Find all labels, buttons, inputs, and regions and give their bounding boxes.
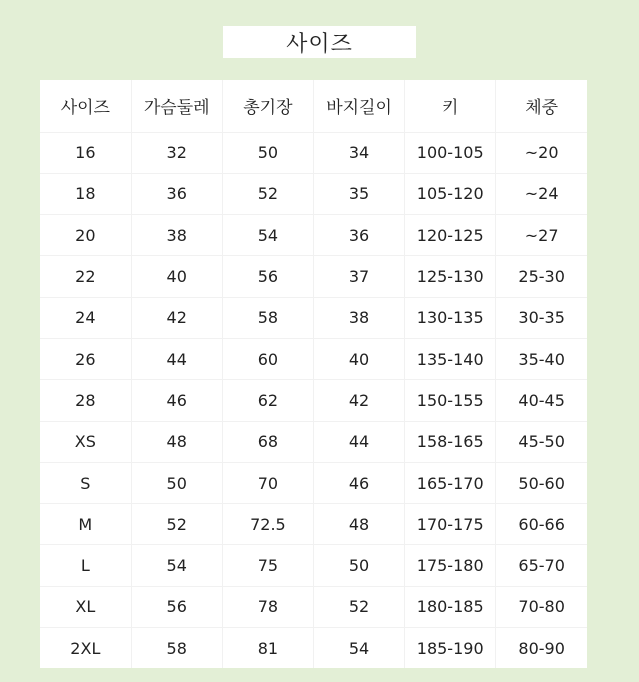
cell-size: XL <box>40 586 131 627</box>
size-table <box>40 80 587 668</box>
cell-size: L <box>40 545 131 586</box>
cell-total-length: 52 <box>222 173 313 214</box>
cell-height: 130-135 <box>405 297 496 338</box>
header-row <box>40 80 587 132</box>
cell-chest: 36 <box>131 173 222 214</box>
cell-weight: 30-35 <box>496 297 587 338</box>
cell-size: M <box>40 504 131 545</box>
page-title <box>223 26 416 58</box>
cell-pants-length: 38 <box>313 297 404 338</box>
size-chart <box>40 80 587 668</box>
cell-chest: 52 <box>131 504 222 545</box>
table-row <box>40 504 587 545</box>
page-title-text: 사이즈 <box>286 31 353 57</box>
cell-chest: 40 <box>131 256 222 297</box>
table-row <box>40 132 587 173</box>
cell-size: 22 <box>40 256 131 297</box>
size-table-body <box>40 132 587 668</box>
cell-pants-length: 42 <box>313 380 404 421</box>
header-pants-length: 바지길이 <box>313 80 404 132</box>
cell-weight: ~24 <box>496 173 587 214</box>
header-height: 키 <box>405 80 496 132</box>
cell-chest: 38 <box>131 215 222 256</box>
table-row <box>40 380 587 421</box>
cell-chest: 48 <box>131 421 222 462</box>
cell-chest: 42 <box>131 297 222 338</box>
cell-weight: 40-45 <box>496 380 587 421</box>
cell-size: 26 <box>40 338 131 379</box>
header-total-length: 총기장 <box>222 80 313 132</box>
cell-weight: ~20 <box>496 132 587 173</box>
table-row <box>40 421 587 462</box>
cell-height: 120-125 <box>405 215 496 256</box>
cell-pants-length: 34 <box>313 132 404 173</box>
cell-weight: 80-90 <box>518 638 565 658</box>
cell-height: 175-180 <box>405 545 496 586</box>
cell-height: 180-185 <box>405 586 496 627</box>
cell-total-length: 78 <box>222 586 313 627</box>
table-row <box>40 215 587 256</box>
cell-weight: 35-40 <box>496 338 587 379</box>
cell-pants-length: 54 <box>313 628 404 668</box>
table-row <box>40 628 587 668</box>
cell-height: 170-175 <box>405 504 496 545</box>
header-weight: 체중 <box>496 80 587 132</box>
cell-weight: 45-50 <box>496 421 587 462</box>
cell-size: 28 <box>40 380 131 421</box>
cell-size: 18 <box>40 173 131 214</box>
cell-height: 158-165 <box>405 421 496 462</box>
cell-pants-length: 46 <box>313 462 404 503</box>
cell-total-length: 56 <box>222 256 313 297</box>
cell-chest: 44 <box>131 338 222 379</box>
cell-total-length: 70 <box>222 462 313 503</box>
table-row <box>40 462 587 503</box>
cell-height: 125-130 <box>405 256 496 297</box>
table-row <box>40 256 587 297</box>
cell-pants-length: 37 <box>313 256 404 297</box>
cell-total-length: 60 <box>222 338 313 379</box>
cell-total-length: 62 <box>222 380 313 421</box>
table-row <box>40 338 587 379</box>
table-row <box>40 173 587 214</box>
table-row <box>40 545 587 586</box>
cell-total-length: 75 <box>222 545 313 586</box>
cell-height: 135-140 <box>405 338 496 379</box>
cell-size: 2XL <box>40 628 131 668</box>
table-row <box>40 586 587 627</box>
cell-pants-length: 35 <box>313 173 404 214</box>
cell-pants-length: 50 <box>313 545 404 586</box>
cell-size: XS <box>40 421 131 462</box>
cell-height: 150-155 <box>405 380 496 421</box>
cell-height: 105-120 <box>405 173 496 214</box>
cell-weight: 25-30 <box>496 256 587 297</box>
cell-chest: 54 <box>131 545 222 586</box>
cell-total-length: 72.5 <box>222 504 313 545</box>
cell-chest: 32 <box>131 132 222 173</box>
cell-height: 185-190 <box>405 628 496 668</box>
cell-weight: ~27 <box>496 215 587 256</box>
cell-size: 24 <box>40 297 131 338</box>
cell-pants-length: 48 <box>313 504 404 545</box>
cell-pants-length: 40 <box>313 338 404 379</box>
cell-pants-length: 44 <box>313 421 404 462</box>
cell-chest: 58 <box>131 628 222 668</box>
cell-size: S <box>40 462 131 503</box>
cell-chest: 56 <box>131 586 222 627</box>
cell-pants-length: 36 <box>313 215 404 256</box>
cell-total-length: 58 <box>222 297 313 338</box>
cell-height: 165-170 <box>405 462 496 503</box>
header-size: 사이즈 <box>40 80 131 132</box>
header-chest: 가슴둘레 <box>131 80 222 132</box>
cell-total-length: 81 <box>222 628 313 668</box>
cell-weight: 50-60 <box>496 462 587 503</box>
cell-total-length: 50 <box>222 132 313 173</box>
cell-weight: 60-66 <box>496 504 587 545</box>
table-row <box>40 297 587 338</box>
cell-total-length: 54 <box>222 215 313 256</box>
cell-chest: 50 <box>131 462 222 503</box>
cell-total-length: 68 <box>222 421 313 462</box>
size-table-header <box>40 80 587 132</box>
cell-pants-length: 52 <box>313 586 404 627</box>
cell-size: 20 <box>40 215 131 256</box>
cell-weight: 70-80 <box>496 586 587 627</box>
cell-size: 16 <box>40 132 131 173</box>
cell-weight: 65-70 <box>496 545 587 586</box>
cell-height: 100-105 <box>405 132 496 173</box>
cell-chest: 46 <box>131 380 222 421</box>
